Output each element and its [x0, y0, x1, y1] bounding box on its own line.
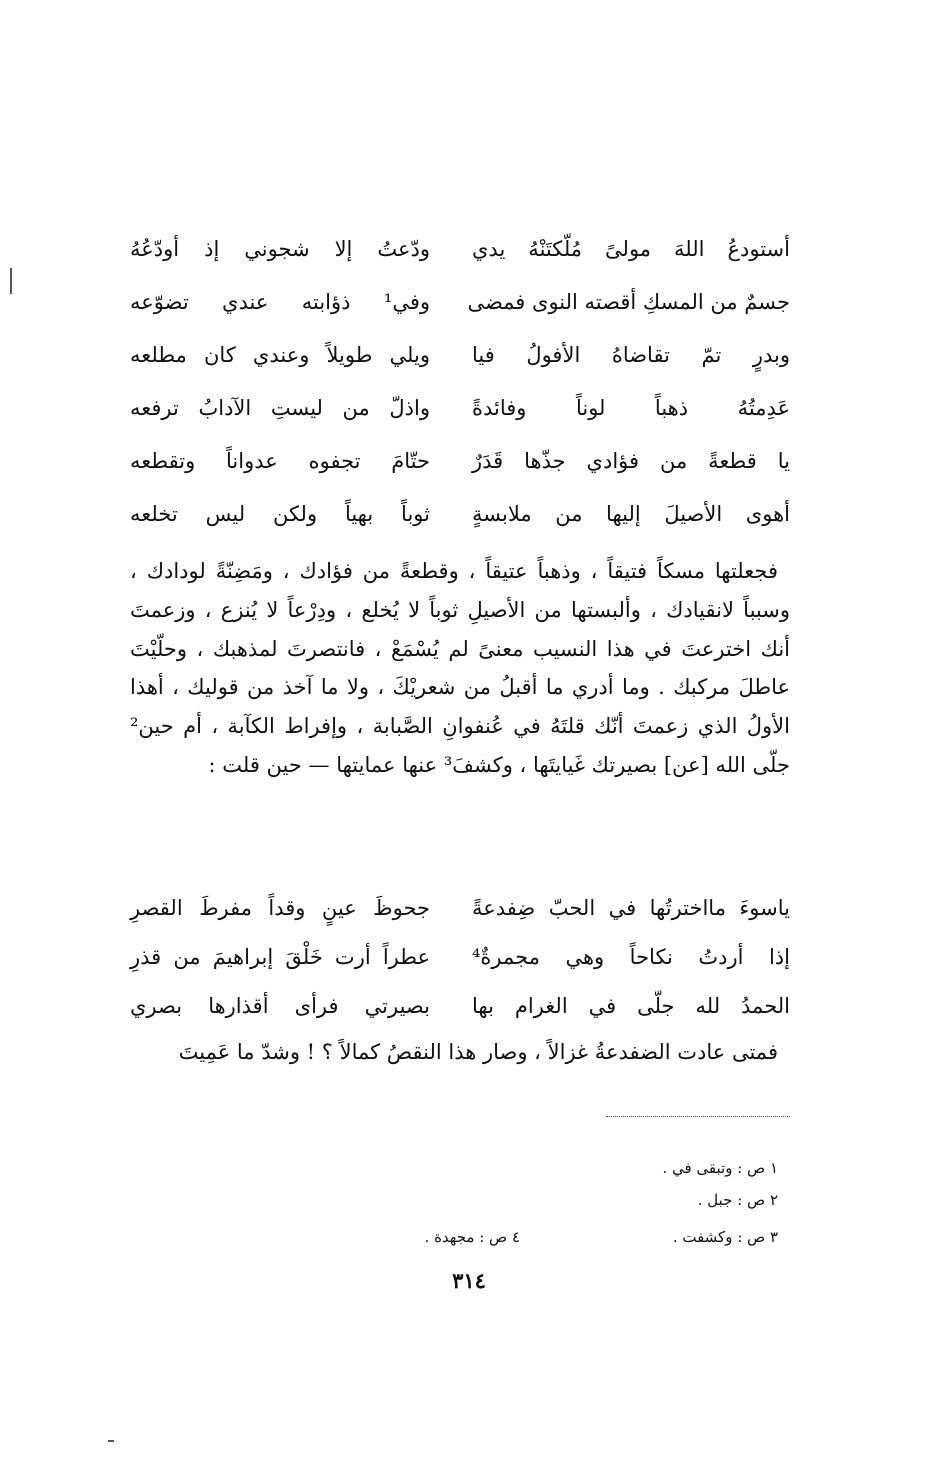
- verse-line: [130, 932, 790, 981]
- footnote-4: ٤ ص : مجهدة .: [424, 1228, 520, 1246]
- verse-right-hemistich: الحمدُ لله جلّى في الغرام بها: [472, 993, 790, 1018]
- verse-left-hemistich: وفي¹ ذؤابته عندي تضوّعه: [130, 289, 430, 314]
- verse-right-hemistich: جسمٌ من المسكِ أقصته النوى فمضى: [467, 289, 790, 314]
- verse-left-hemistich: ويلي طويلاً وعندي كان مطلعه: [130, 342, 430, 367]
- verse-left-hemistich: ثوباً بهياً ولكن ليس تخلعه: [130, 501, 430, 526]
- verse-right-hemistich: أهوى الأصيلَ إليها من ملابسةٍ: [472, 501, 790, 526]
- verse-line: [130, 487, 790, 540]
- footnote-3: ٣ ص : وكشفت .: [672, 1228, 778, 1246]
- verse-left-hemistich: بصيرتي فرأى أقذارها بصري: [130, 993, 430, 1018]
- prose-paragraph: [130, 552, 790, 785]
- poem-block-1: [130, 222, 790, 540]
- verse-left-hemistich: واذلّ من ليستِ الآدابُ ترفعه: [130, 395, 430, 420]
- verse-left-hemistich: عطراً أرت خَلْقَ إبراهيمَ من قذرِ: [130, 944, 430, 969]
- scan-edge-mark: [10, 268, 12, 294]
- verse-right-hemistich: ياسوءَ مااخترتُها في الحبّ ضِفدعةً: [472, 895, 790, 920]
- poem-block-2: [130, 883, 790, 1030]
- verse-left-hemistich: ودّعتُ إلا شجوني إذ أودّعُهُ: [130, 236, 430, 261]
- footnote-1: ١ ص : وتبقى في .: [662, 1159, 778, 1177]
- verse-right-hemistich: عَدِمتُهُ ذهباً لوناً وفائدةً: [472, 395, 790, 420]
- verse-line: [130, 381, 790, 434]
- footnote-divider: [606, 1116, 790, 1117]
- verse-right-hemistich: إذا أردتُ نكاحاً وهي مجمرةٌ⁴: [472, 944, 790, 969]
- verse-line: [130, 275, 790, 328]
- closing-line: فمتى عادت الضفدعةُ غزالاً ، وصار هذا النقصُ كمالاً ؟ ! وشدّ ما عَمِيتَ: [178, 1040, 778, 1064]
- verse-line: [130, 434, 790, 487]
- verse-right-hemistich: يا قطعةً من فؤادي جذّها قَدَرٌ: [472, 448, 790, 473]
- verse-line: [130, 981, 790, 1030]
- verse-right-hemistich: وبدرٍ تمّ تقاضاهُ الأفولُ فيا: [472, 342, 790, 367]
- verse-left-hemistich: جحوظَ عينٍ وقداً مفرطَ القصرِ: [130, 895, 430, 920]
- verse-line: [130, 328, 790, 381]
- verse-right-hemistich: أستودعُ اللهَ مولىً مُلّكتَنْهُ يدي: [472, 236, 790, 261]
- scan-corner-mark: [108, 1440, 114, 1442]
- verse-line: [130, 222, 790, 275]
- verse-line: [130, 883, 790, 932]
- footnote-2: ٢ ص : جبل .: [697, 1191, 778, 1209]
- verse-left-hemistich: حتّامَ تجفوه عدواناً وتقطعه: [130, 448, 430, 473]
- page-number: ٣١٤: [452, 1268, 486, 1293]
- prose-text: فجعلتها مسكاً فتيقاً ، وذهباً عتيقاً ، وقطعةً من فؤادك ، ومَضِنّةً لودادك ، وسبباً لانقيادك ، وألبستها من الأصيلِ ثوباً لا يُخلع ، ودِرْعاً لا يُنزع ، وزعمتَ أنك اخترعتَ في هذا النسيب معنىً لم يُسْمَعْ ، فانتصرتَ لمذهبك ، وحلّيْتَ عاطلَ مركبك . وما أدري ما أقبلُ من شعريْكَ ، ولا ما آخذ من قوليك ، أهذا الأولُ الذي زعمتَ أنّك قلتَهُ في عُنفوانِ الصَّبابة ، وإفراط الكآبة ، أم حين² جلّى الله [عن] بصيرتك غَيايتَها ، وكشفَ³ عنها عمايتها — حين قلت :: [130, 559, 790, 777]
